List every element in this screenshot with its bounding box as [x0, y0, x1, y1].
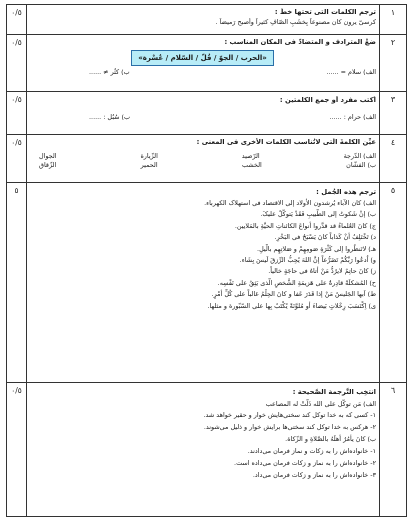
question-score: ٠/٥ — [7, 35, 27, 91]
question-score: ٥ — [7, 183, 27, 382]
word-option: الخشب — [241, 161, 262, 170]
sentence-g: ز) کانَ حاتِمٌ لایرُدُّ مَنْ أتاهُ فی حاجَةٍ خالیاً. — [268, 267, 376, 276]
answer-blank-a: الف) حرام : ...... — [329, 112, 376, 121]
word-option: الزّیارة — [140, 151, 158, 160]
sentence-d: د) تَخْتَلِفُ أنْ کَذاباً کانَ یَسْبَحُ فی البَحْرِ. — [274, 233, 376, 242]
translation-option: ۲- خانواده‌اش را به نماز و زکات فرمان می‌داده است. — [234, 458, 376, 467]
question-score: ٠/٥ — [7, 135, 27, 182]
question-prompt: اُکتب مفرد أو جمع الکلمتین : — [279, 96, 376, 104]
question-row-6 — [7, 383, 406, 516]
question-row-2 — [7, 35, 406, 92]
question-number: ٢ — [379, 35, 406, 91]
question-prompt: ضعْ المترادف و المتضادّ فی المکان المناسب : — [224, 38, 376, 46]
question-score: ٠/٥ — [7, 5, 27, 34]
exam-sheet — [6, 4, 407, 517]
question-number: ٥ — [379, 183, 406, 382]
word-option: الجوال — [39, 151, 57, 160]
sentence-f: و) اُدعُوا رَبَّکُمْ تَضَرُّعاً إنَّ اللهَ یُحِبُّ الرِّزقَ لَیسَ بِشَاء. — [239, 256, 376, 265]
arabic-sentence-b: ب) کانَ یأمُرُ أهلَهُ بالصَّلاةِ و الزّکاة. — [285, 435, 376, 444]
arabic-sentence-a: الف) مَن توکَّل علی الله ذَلَّتْ له المصاعب — [265, 399, 376, 408]
answer-blank-a: الف) سلام = ...... — [326, 67, 376, 76]
translation-option: ۳- خانواده‌اش را به نماز و زکات فرمان می‌داد. — [252, 470, 376, 479]
question-number: ٦ — [379, 383, 406, 516]
word-option: الف) الدّرجة — [343, 151, 376, 160]
sentence-i: ط) اَبها الجَلیسُ مَنْ إذا قَدَرَ عَفا و کانَ الحِلْمُ غالباً علی کُلِّ أمْرٍ. — [211, 290, 376, 299]
answer-blank-b: ب) سُبُل : ...... — [89, 112, 131, 121]
question-score: ٠/٥ — [7, 383, 27, 516]
word-option: الرّصید — [241, 151, 260, 160]
word-bank-box: «الحرب / الجوّ / قُلّ / السّلام / عُسْرة» — [131, 50, 274, 66]
question-sentence: کرسیّ یرون کان مصنوعاً بِخشَبِ الصّافِ کثیراً وأصبح رَمیضاً . — [215, 17, 376, 26]
question-row-4 — [7, 135, 406, 183]
question-prompt: ترجم الکلمات التی تحتها خطٌ : — [274, 8, 376, 16]
word-option: ب) الفشّان — [346, 161, 376, 170]
question-prompt: عیِّن الکلمةَ الّتی لاتُناسب الکلمات الأخری فی المعنی : — [196, 138, 376, 146]
word-option: الحمیر — [140, 161, 158, 170]
sentence-c: ج) کانَ العُلماءُ قد قدَّروا أنواعَ الکائناتِ الحیَّةِ بالمَلایین. — [234, 221, 376, 230]
question-row-5 — [7, 183, 406, 383]
translation-option: ۱- کسی که به خدا توکل کند سختی‌هایش خوار و حقیر خواهد شد. — [203, 411, 376, 420]
question-number: ٣ — [379, 92, 406, 134]
answer-blank-b: ب) کثُر ≠ ...... — [89, 67, 130, 76]
translation-option: ۲- هرکس به خدا توکل کند سختی‌ها برایش خوار و ذلیل می‌شوند. — [203, 423, 376, 432]
translation-option: ۱- خانواده‌اش را به زکات و نماز فرمان می‌دادند. — [247, 446, 376, 455]
sentence-b: ب) إنْ شَکوتُ إلی الطَّبیبِ فَقَدْ یَتوکَّلُ علیکَ. — [260, 210, 376, 219]
sentence-a: الف) کان الآباء یُرشدون الأولاد إلی الاقتصاد فی استهلاک الکهرباء. — [204, 199, 376, 208]
question-score: ٠/٥ — [7, 92, 27, 134]
sentence-h: ح) المُشکلَةُ قادِرةٌ علی هَزیمَةِ الشَّخصِ الّذی یَثِقُ علی نَفْسِه. — [217, 278, 376, 287]
question-prompt: ترجم هذه الجُمل : — [316, 188, 376, 196]
sentence-e: هـ) لاتَنظُروا إلی کَثْرَةِ صَومِهِمْ و صَلاتِهِم بالَّیلِ. — [257, 244, 376, 253]
question-number: ٤ — [379, 135, 406, 182]
question-number: ١ — [379, 5, 406, 34]
sentence-j: ی) اِکْتَسَبَ رِحْلاتٍ بَیضاءَ أو مُلوَّنَةً یُکْتَبُ بِها علی السّبّورة و مثلها. — [207, 301, 376, 310]
question-prompt: انتخِب التَّرجمة الصَّحیحة : — [292, 388, 376, 396]
question-row-3 — [7, 92, 406, 135]
word-option: الزّقاق — [39, 161, 57, 170]
question-row-1 — [7, 5, 406, 35]
